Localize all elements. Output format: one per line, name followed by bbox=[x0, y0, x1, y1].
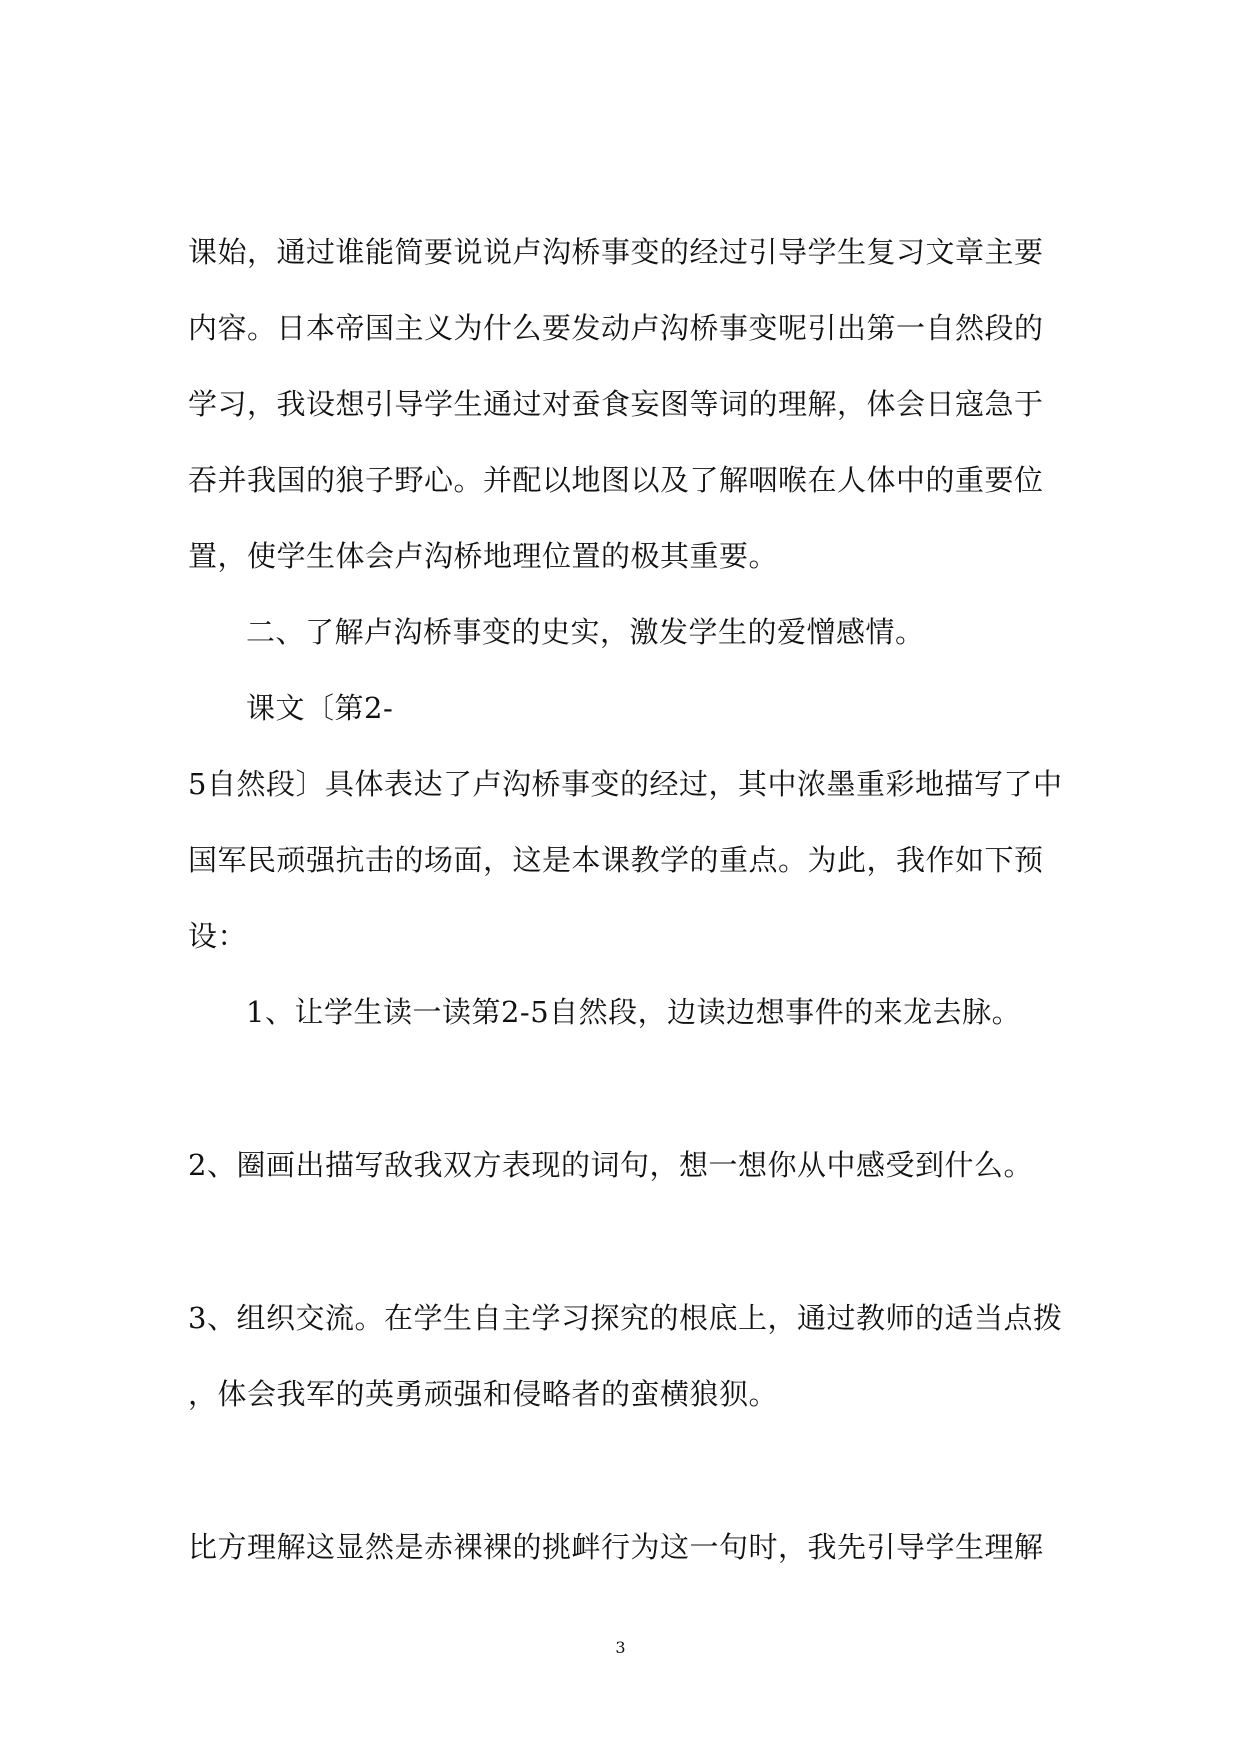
text-line: 比方理解这显然是赤裸裸的挑衅行为这一句时，我先引导学生理解 bbox=[188, 1530, 1044, 1564]
text-line: 内容。日本帝国主义为什么要发动卢沟桥事变呢引出第一自然段的 bbox=[188, 311, 1044, 345]
list-item: 3、组织交流。在学生自主学习探究的根底上，通过教师的适当点拨 bbox=[188, 1301, 1063, 1335]
page-number: 3 bbox=[615, 1638, 626, 1657]
list-item: 2、圈画出描写敌我双方表现的词句，想一想你从中感受到什么。 bbox=[188, 1148, 1033, 1182]
text-line: 国军民顽强抗击的场面，这是本课教学的重点。为此，我作如下预 bbox=[188, 843, 1044, 877]
text-line: 学习，我设想引导学生通过对蚕食妄图等词的理解，体会日寇急于 bbox=[188, 387, 1044, 421]
text-line: 课始，通过谁能简要说说卢沟桥事变的经过引导学生复习文章主要 bbox=[188, 235, 1044, 269]
list-item: 1、让学生读一读第2-5自然段，边读边想事件的来龙去脉。 bbox=[246, 995, 1022, 1029]
text-line: 5自然段〕具体表达了卢沟桥事变的经过，其中浓墨重彩地描写了中 bbox=[188, 767, 1063, 801]
text-line: 置，使学生体会卢沟桥地理位置的极其重要。 bbox=[188, 539, 779, 573]
section-heading: 二、了解卢沟桥事变的史实，激发学生的爱憎感情。 bbox=[246, 615, 925, 649]
text-line: 吞并我国的狼子野心。并配以地图以及了解咽喉在人体中的重要位 bbox=[188, 463, 1044, 497]
text-line: ，体会我军的英勇顽强和侵略者的蛮横狼狈。 bbox=[188, 1377, 779, 1411]
text-line: 设： bbox=[188, 919, 248, 953]
text-line: 课文〔第2- bbox=[246, 691, 394, 725]
